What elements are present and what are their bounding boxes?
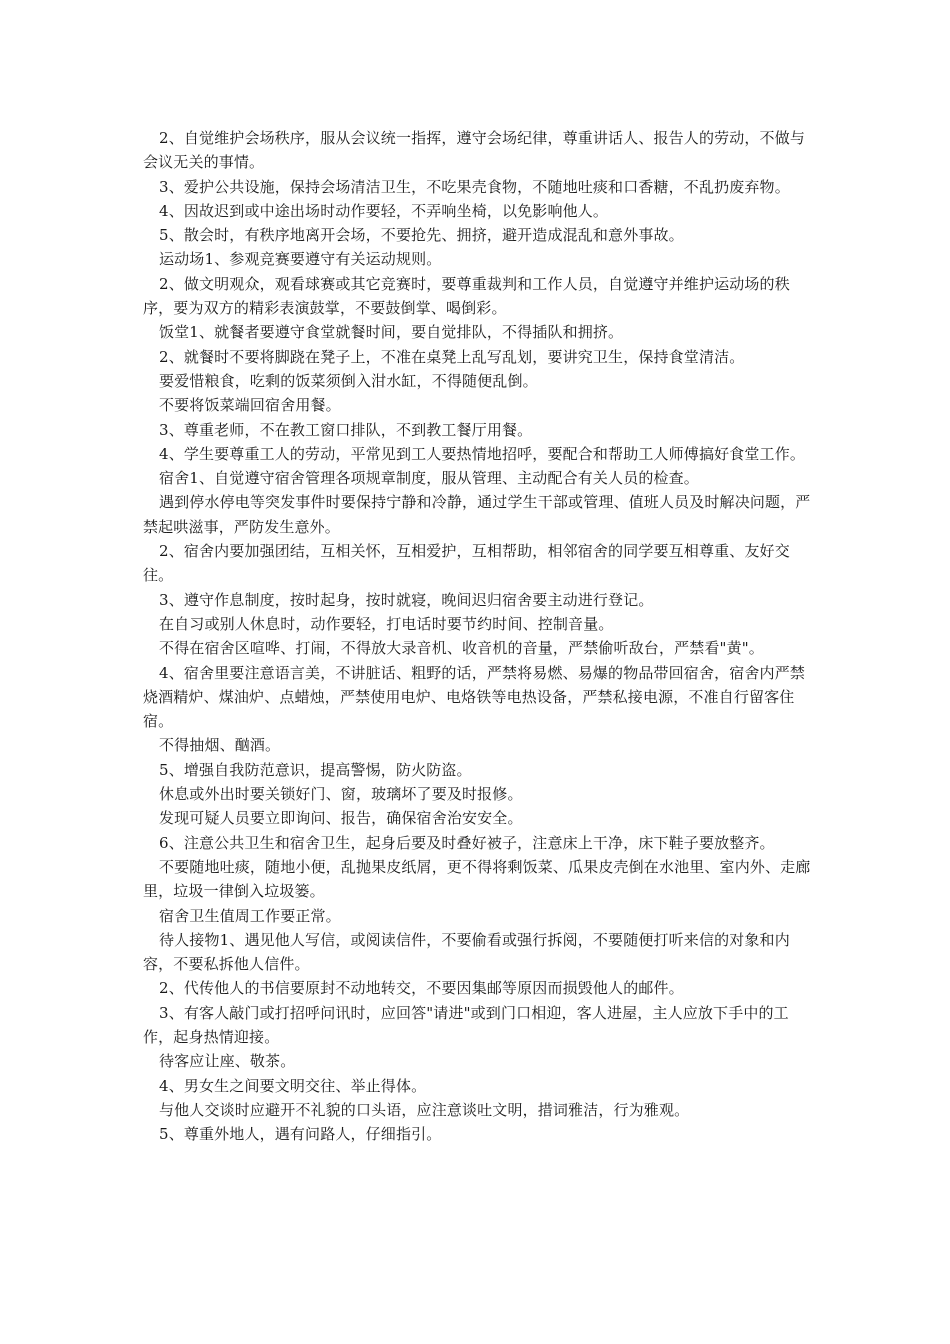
paragraph: 不得在宿舍区喧哗、打闹，不得放大录音机、收音机的音量，严禁偷听敌台，严禁看"黄"。 (159, 639, 764, 658)
paragraph: 5、散会时，有秩序地离开会场，不要抢先、拥挤，避开造成混乱和意外事故。 (159, 226, 684, 245)
paragraph: 4、男女生之间要文明交往、举止得体。 (159, 1076, 427, 1095)
paragraph: 3、有客人敲门或打招呼问讯时，应回答"请进"或到门口相迎，客人进屋，主人应放下手中的工作，起身热情迎接。 (143, 1003, 789, 1046)
paragraph: 不要随地吐痰，随地小便，乱抛果皮纸屑，更不得将剩饭菜、瓜果皮壳倒在水池里、室内外、走廊里，垃圾一律倒入垃圾篓。 (143, 857, 811, 901)
document-body (143, 126, 813, 1146)
paragraph: 4、宿舍里要注意语言美，不讲脏话、粗野的话，严禁将易燃、易爆的物品带回宿舍，宿舍内严禁烧酒精炉、煤油炉、点蜡烛，严禁使用电炉、电烙铁等电热设备，严禁私接电源，不准自行留客住宿。 (143, 663, 805, 731)
paragraph: 宿舍1、自觉遵守宿舍管理各项规章制度，服从管理、主动配合有关人员的检查。 (159, 469, 699, 488)
paragraph: 与他人交谈时应避开不礼貌的口头语，应注意谈吐文明，措词雅洁，行为雅观。 (159, 1100, 690, 1119)
paragraph: 2、做文明观众，观看球赛或其它竞赛时，要尊重裁判和工作人员，自觉遵守并维护运动场的秩序，要为双方的精彩表演鼓掌，不要鼓倒掌、喝倒彩。 (143, 274, 790, 318)
paragraph: 运动场1、参观竞赛要遵守有关运动规则。 (159, 250, 442, 269)
paragraph: 3、爱护公共设施，保持会场清洁卫生，不吃果壳食物，不随地吐痰和口香糖，不乱扔废弃物。 (159, 177, 790, 196)
paragraph: 不得抽烟、酗酒。 (159, 736, 281, 755)
paragraph: 在自习或别人休息时，动作要轻，打电话时要节约时间、控制音量。 (159, 614, 614, 633)
paragraph: 3、遵守作息制度，按时起身，按时就寝，晚间迟归宿舍要主动进行登记。 (159, 590, 654, 609)
paragraph: 4、因故迟到或中途出场时动作要轻，不弄响坐椅，以免影响他人。 (159, 201, 609, 220)
paragraph: 待人接物1、遇见他人写信，或阅读信件，不要偷看或强行拆阅，不要随便打听来信的对象和内容，不要私拆他人信件。 (143, 930, 790, 974)
paragraph: 宿舍卫生值周工作要正常。 (159, 906, 341, 925)
paragraph: 2、就餐时不要将脚跷在凳子上，不准在桌凳上乱写乱划，要讲究卫生，保持食堂清洁。 (159, 347, 745, 366)
paragraph: 要爱惜粮食，吃剩的饭菜须倒入泔水缸，不得随便乱倒。 (159, 371, 538, 390)
paragraph: 不要将饭菜端回宿舍用餐。 (159, 396, 341, 415)
paragraph: 2、宿舍内要加强团结，互相关怀，互相爱护，互相帮助，相邻宿舍的同学要互相尊重、友好交往。 (143, 542, 790, 585)
paragraph: 发现可疑人员要立即询问、报告，确保宿舍治安安全。 (159, 809, 523, 828)
paragraph: 2、代传他人的书信要原封不动地转交，不要因集邮等原因而损毁他人的邮件。 (159, 979, 684, 998)
paragraph: 5、增强自我防范意识，提高警惕，防火防盗。 (159, 760, 472, 779)
paragraph: 4、学生要尊重工人的劳动，平常见到工人要热情地招呼，要配合和帮助工人师傅搞好食堂工作。 (159, 444, 805, 463)
paragraph: 饭堂1、就餐者要遵守食堂就餐时间，要自觉排队，不得插队和拥挤。 (159, 323, 624, 342)
paragraph: 2、自觉维护会场秩序，服从会议统一指挥，遵守会场纪律，尊重讲话人、报告人的劳动，不做与会议无关的事情。 (143, 129, 805, 172)
paragraph: 3、尊重老师，不在教工窗口排队，不到教工餐厅用餐。 (159, 420, 533, 439)
paragraph: 休息或外出时要关锁好门、窗，玻璃坏了要及时报修。 (159, 785, 523, 804)
paragraph: 待客应让座、敬茶。 (159, 1052, 296, 1071)
paragraph: 遇到停水停电等突发事件时要保持宁静和冷静，通过学生干部或管理、值班人员及时解决问题，严禁起哄滋事，严防发生意外。 (143, 493, 811, 536)
paragraph: 6、注意公共卫生和宿舍卫生，起身后要及时叠好被子，注意床上干净，床下鞋子要放整齐。 (159, 833, 775, 852)
paragraph: 5、尊重外地人，遇有问路人，仔细指引。 (159, 1125, 442, 1144)
